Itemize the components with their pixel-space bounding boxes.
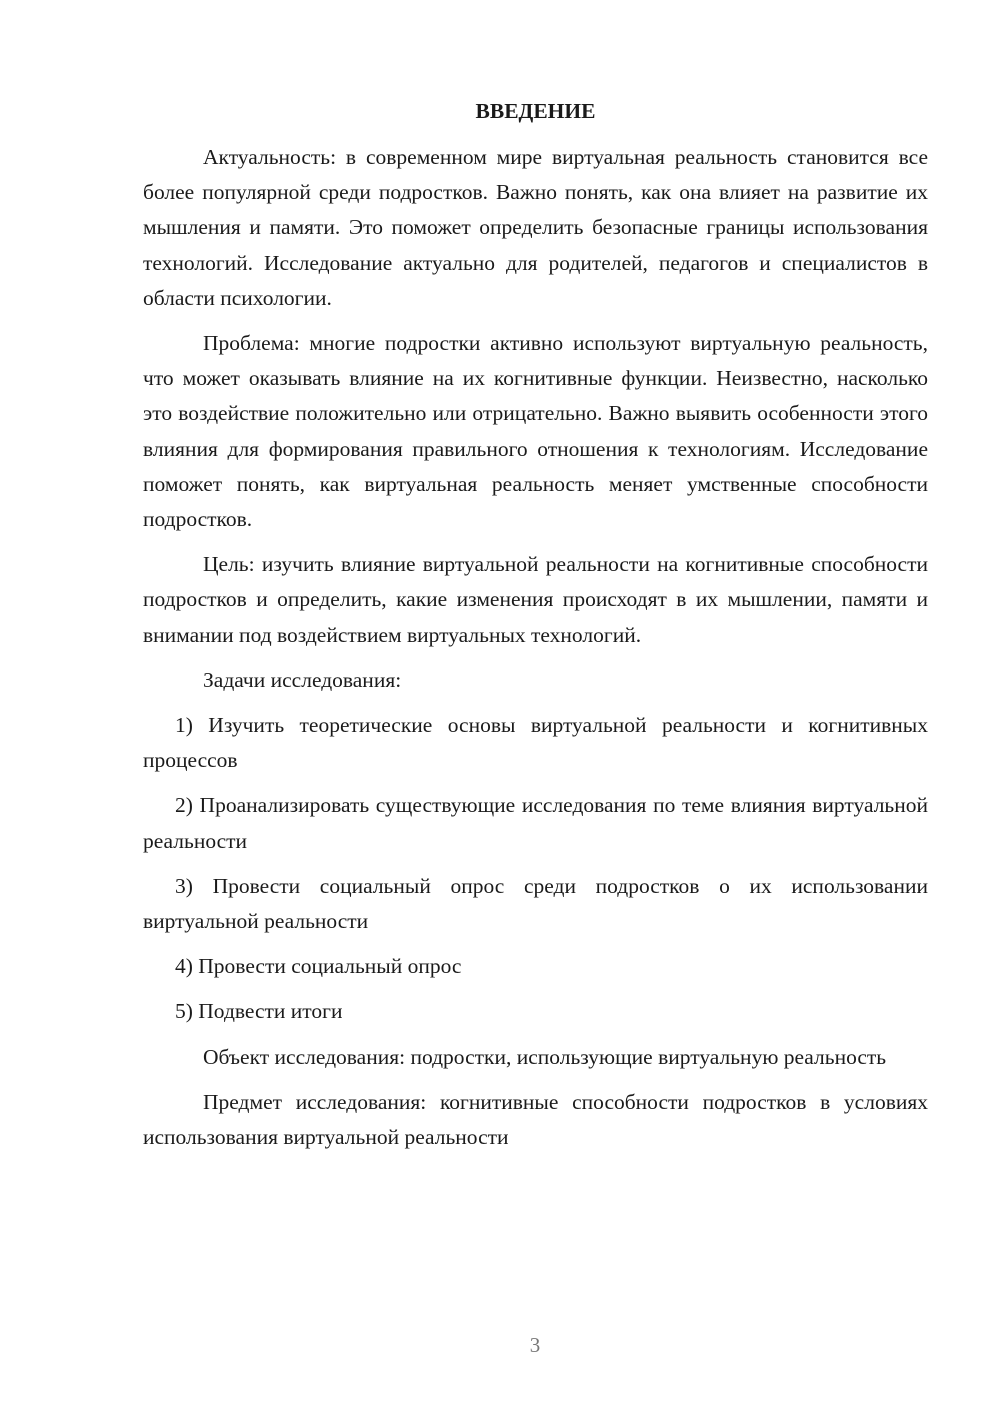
task-item: 4) Провести социальный опрос (175, 954, 462, 979)
page-title: ВВЕДЕНИЕ (475, 99, 596, 123)
paragraph-problem: Проблема: многие подростки активно используют виртуальную реальность, что может оказывать влияние на их когнитивные функции. Неизвестно, насколько это воздействие положительно или отрицательно. Важно выявить особенности этого влияния для формирования правильного отношения к технологиям. Исследование поможет понять, как виртуальная реальность меняет умственные способности подростков. (143, 331, 928, 532)
task-item: 3) Провести социальный опрос среди подростков о их использовании виртуальной реальности (143, 873, 928, 934)
task-item: 1) Изучить теоретические основы виртуальной реальности и когнитивных процессов (143, 713, 928, 773)
page-content (143, 96, 928, 1165)
task-item: 5) Подвести итоги (175, 999, 343, 1024)
paragraph-relevance: Актуальность: в современном мире виртуальная реальность становится все более популярной среди подростков. Важно понять, как она влияет на развитие их мышления и памяти. Это поможет определить безопасные границы использования технологий. Исследование актуально для родителей, педагогов и специалистов в области психологии. (143, 145, 928, 310)
paragraph-object: Объект исследования: подростки, использующие виртуальную реальность (203, 1044, 887, 1069)
page-number: 3 (529, 1333, 541, 1357)
paragraph-goal: Цель: изучить влияние виртуальной реальности на когнитивные способности подростков и определить, какие изменения происходят в их мышлении, памяти и внимании под воздействием виртуальных технологий. (143, 552, 928, 647)
paragraph-subject: Предмет исследования: когнитивные способности подростков в условиях использования виртуальной реальности (143, 1089, 928, 1150)
tasks-heading: Задачи исследования: (203, 667, 402, 692)
task-item: 2) Проанализировать существующие исследования по теме влияния виртуальной реальности (143, 793, 928, 853)
